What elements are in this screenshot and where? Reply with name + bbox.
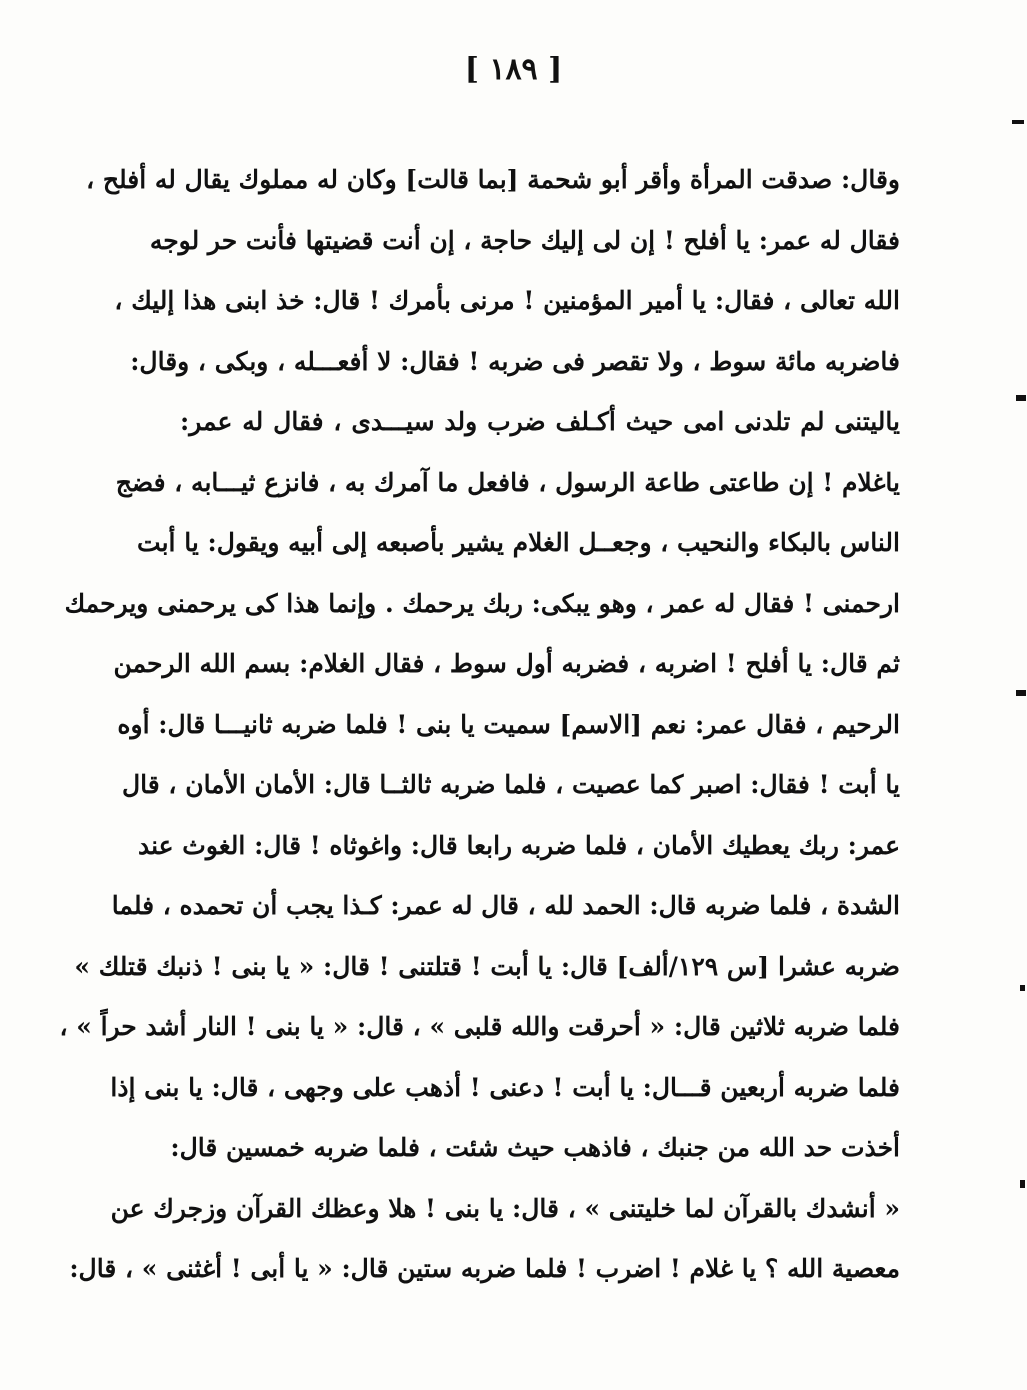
margin-mark [1020, 985, 1025, 991]
text-line: ضربه عشرا [س ١٢٩/ألف] قال: يا أبت ! قتلتنى ! قال: « يا بنى ! ذنبك قتلك » [74, 951, 900, 981]
text-line: وقال: صدقت المرأة وأقر أبو شحمة [بما قالت] وكان له مملوك يقال له أفلح ، [86, 165, 900, 194]
body-text [59, 150, 900, 1300]
text-line: ياغلام ! إن طاعتى طاعة الرسول ، فافعل ما آمرك به ، فانزع ثيـــابه ، فضج [115, 467, 900, 497]
margin-mark [1016, 395, 1026, 401]
page-number: [ ١٨٩ ] [464, 52, 563, 87]
text-line: الرحيم ، فقال عمر: نعم [الاسم] سميت يا بنى ! فلما ضربه ثانيـــا قال: أوه [117, 709, 900, 739]
text-line: ارحمنى ! فقال له عمر ، وهو يبكى: ربك يرحمك . وإنما هذا كى يرحمنى ويرحمك [64, 588, 900, 618]
text-line: « أنشدك بالقرآن لما خليتنى » ، قال: يا بنى ! هلا وعظك القرآن وزجرك عن [110, 1193, 900, 1223]
margin-mark [1016, 690, 1026, 696]
text-line: الشدة ، فلما ضربه قال: الحمد لله ، قال له عمر: كـذا يجب أن تحمده ، فلما [111, 891, 900, 920]
text-line: فلما ضربه أربعين قـــال: يا أبت ! دعنى ! أذهب على وجهى ، قال: يا بنى إذا [110, 1072, 900, 1102]
text-line: الله تعالى ، فقال: يا أمير المؤمنين ! مرنى بأمرك ! قال: خذ ابنى هذا إليك ، [114, 286, 900, 315]
margin-mark [1020, 1180, 1025, 1188]
text-line: أخذت حد الله من جنبك ، فاذهب حيث شئت ، فلما ضربه خمسين قال: [170, 1133, 900, 1162]
text-line: ثم قال: يا أفلح ! اضربه ، فضربه أول سوط ، فقال الغلام: بسم الله الرحمن [113, 649, 900, 678]
text-line: ياليتنى لم تلدنى امى حيث أكـلف ضرب ولد سيـــدى ، فقال له عمر: [180, 407, 900, 436]
text-line: عمر: ربك يعطيك الأمان ، فلما ضربه رابعا قال: واغوثاه ! قال: الغوث عند [138, 830, 900, 860]
text-line: معصية الله ؟ يا غلام ! اضرب ! فلما ضربه ستين قال: « يا أبى ! أغثنى » ، قال: [69, 1254, 900, 1283]
text-line: يا أبت ! فقال: اصبر كما عصيت ، فلما ضربه ثالثــا قال: الأمان الأمان ، قال [122, 770, 900, 799]
text-line: فاضربه مائة سوط ، ولا تقصر فى ضربه ! فقال: لا أفعـــله ، وبكى ، وقال: [130, 346, 900, 376]
text-line: الناس بالبكاء والنحيب ، وجعــل الغلام يشير بأصبعه إلى أبيه ويقول: يا أبت [137, 528, 900, 557]
text-line: فلما ضربه ثلاثين قال: « أحرقت والله قلبى » ، قال: « يا بنى ! النار أشد حراً » ، [59, 1012, 900, 1041]
text-line: فقال له عمر: يا أفلح ! إن لى إليك حاجة ، إن أنت قضيتها فأنت حر لوجه [149, 225, 900, 255]
margin-mark [1012, 120, 1024, 124]
